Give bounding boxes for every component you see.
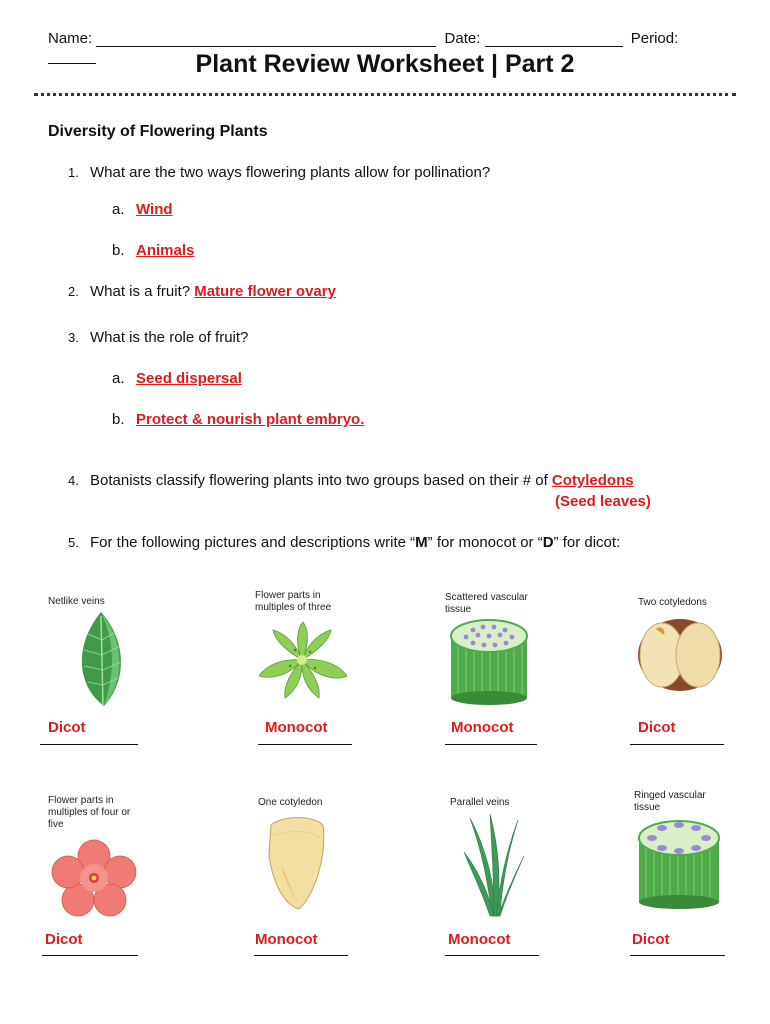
answer-line-4[interactable] [630,744,724,745]
question-4: 4. Botanists classify flowering plants into two groups based on their # of Cotyledons [68,472,634,489]
q4-answer-note: (Seed leaves) [555,493,651,510]
caption-ringed-vascular: Ringed vascular tissue [634,790,706,813]
corn-seed-icon [265,815,329,911]
section-title: Diversity of Flowering Plants [48,123,268,140]
q1-answer-a: a. Wind [112,201,173,218]
page-title: Plant Review Worksheet | Part 2 [195,50,575,78]
caption-parallel-veins: Parallel veins [450,797,510,808]
date-label: Date: [444,30,481,47]
ringed-stem-icon [636,818,722,910]
bean-seed-icon [636,615,724,695]
answer-line-3[interactable] [445,744,537,745]
dotted-divider [34,93,736,96]
name-label: Name: [48,30,93,47]
answer-picture-7: Monocot [448,931,511,948]
question-5: 5. For the following pictures and descriptions write “M” for monocot or “D” for dicot: [68,534,621,551]
question-1: 1. What are the two ways flowering plants allow for pollination? [68,164,491,181]
answer-line-5[interactable] [42,955,138,956]
answer-picture-3: Monocot [451,719,514,736]
q3-answer-b: b. Protect & nourish plant embryo. [112,411,365,428]
caption-flower-parts-three: Flower parts in multiples of three [255,590,332,613]
answer-picture-5: Dicot [45,931,83,948]
answer-picture-1: Dicot [48,719,86,736]
answer-picture-4: Dicot [638,719,676,736]
question-2: 2. What is a fruit? Mature flower ovary [68,283,336,300]
q1-answer-b: b. Animals [112,242,195,259]
lily-flower-icon [255,620,350,700]
caption-netlike-veins: Netlike veins [48,596,105,607]
caption-two-cotyledons: Two cotyledons [638,597,707,608]
caption-flower-parts-four-five: Flower parts in multiples of four or five [48,795,131,830]
period-label: Period: [630,30,679,47]
answer-line-2[interactable] [258,744,352,745]
grass-leaves-icon [462,812,526,918]
caption-scattered-vascular: Scattered vascular tissue [445,592,528,615]
scattered-stem-icon [448,618,530,706]
net-vein-leaf-icon [66,610,136,710]
caption-one-cotyledon: One cotyledon [258,797,323,808]
question-3: 3. What is the role of fruit? [68,329,249,346]
answer-picture-8: Dicot [632,931,670,948]
answer-line-6[interactable] [254,955,348,956]
date-field[interactable] [485,32,623,47]
answer-picture-6: Monocot [255,931,318,948]
hibiscus-flower-icon [50,838,138,918]
answer-line-1[interactable] [40,744,138,745]
answer-picture-2: Monocot [265,719,328,736]
answer-line-7[interactable] [445,955,539,956]
q3-answer-a: a. Seed dispersal [112,370,242,387]
name-field[interactable] [96,32,436,47]
answer-line-8[interactable] [630,955,725,956]
